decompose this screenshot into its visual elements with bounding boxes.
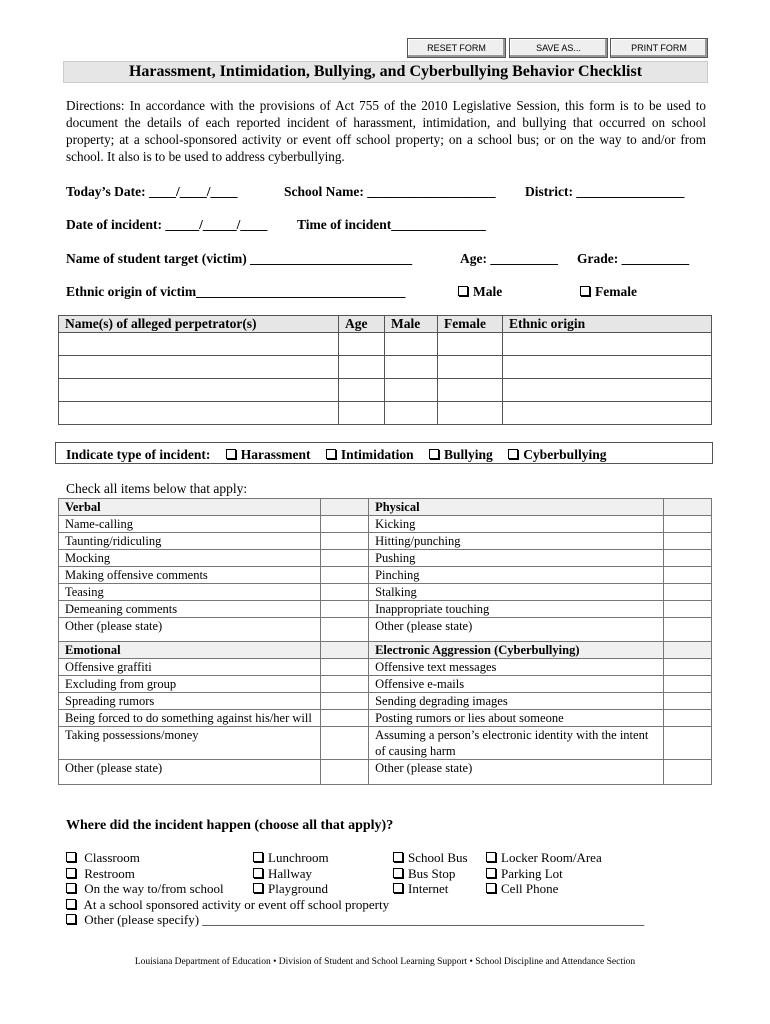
bullying-checkbox[interactable]: Bullying xyxy=(429,447,493,462)
time-of-incident-field[interactable]: Time of incident______________ xyxy=(297,217,486,232)
table-row[interactable] xyxy=(59,379,712,402)
table-row[interactable]: Offensive graffiti Offensive text messages xyxy=(59,659,712,676)
checkbox-icon xyxy=(66,852,76,862)
incident-type-label: Indicate type of incident: xyxy=(66,447,211,462)
col-header-name: Name(s) of alleged perpetrator(s) xyxy=(59,316,339,333)
checkbox-icon xyxy=(66,883,76,893)
table-row[interactable]: Teasing Stalking xyxy=(59,584,712,601)
where-question: Where did the incident happen (choose all that apply)? xyxy=(66,818,394,833)
checkbox-icon xyxy=(253,852,263,862)
location-restroom[interactable]: Restroom xyxy=(66,866,135,882)
checkbox-icon xyxy=(486,883,496,893)
table-row[interactable]: Other (please state) Other (please state) xyxy=(59,760,712,785)
female-label: Female xyxy=(595,284,637,299)
location-parking-lot[interactable]: Parking Lot xyxy=(486,866,563,882)
checkbox-icon xyxy=(66,899,76,909)
checkbox-icon xyxy=(253,868,263,878)
emotional-electronic-table xyxy=(58,641,712,785)
grade-field[interactable]: Grade: __________ xyxy=(577,251,690,266)
col-header-ethnic-origin: Ethnic origin xyxy=(503,316,712,333)
table-row[interactable]: Taunting/ridiculing Hitting/punching xyxy=(59,533,712,550)
ethnic-origin-field[interactable]: Ethnic origin of victim_______________________________ xyxy=(66,284,406,299)
checkbox-icon xyxy=(226,449,236,459)
location-playground[interactable]: Playground xyxy=(253,881,328,897)
checkbox-icon xyxy=(66,914,76,924)
location-lunchroom[interactable]: Lunchroom xyxy=(253,850,329,866)
location-locker-room[interactable]: Locker Room/Area xyxy=(486,850,602,866)
table-row[interactable]: Excluding from group Offensive e-mails xyxy=(59,676,712,693)
save-as-button[interactable]: SAVE AS... xyxy=(509,38,608,58)
checkbox-icon xyxy=(486,868,496,878)
location-school-bus[interactable]: School Bus xyxy=(393,850,468,866)
checkbox-icon xyxy=(326,449,336,459)
age-field[interactable]: Age: __________ xyxy=(460,251,558,266)
location-hallway[interactable]: Hallway xyxy=(253,866,312,882)
checkbox-icon xyxy=(458,286,468,296)
verbal-header: Verbal xyxy=(59,499,321,516)
location-internet[interactable]: Internet xyxy=(393,881,448,897)
footer: Louisiana Department of Education • Division of Student and School Learning Support • School Discipline and Attendance Section xyxy=(134,957,636,967)
table-row[interactable]: Taking possessions/money Assuming a person’s electronic identity with the intent of causing harm xyxy=(59,727,712,760)
table-row[interactable]: Spreading rumors Sending degrading images xyxy=(59,693,712,710)
table-row[interactable]: Demeaning comments Inappropriate touching xyxy=(59,601,712,618)
table-row[interactable] xyxy=(59,333,712,356)
checkbox-icon xyxy=(508,449,518,459)
table-row[interactable]: Mocking Pushing xyxy=(59,550,712,567)
table-row[interactable]: Being forced to do something against his/her will Posting rumors or lies about someone xyxy=(59,710,712,727)
table-row[interactable]: Making offensive comments Pinching xyxy=(59,567,712,584)
table-row[interactable] xyxy=(59,356,712,379)
physical-header: Physical xyxy=(369,499,664,516)
electronic-header: Electronic Aggression (Cyberbullying) xyxy=(369,642,664,659)
table-row[interactable] xyxy=(59,402,712,425)
school-name-field[interactable]: School Name: ___________________ xyxy=(284,184,496,199)
location-off-property-event[interactable]: At a school sponsored activity or event off school property xyxy=(66,897,389,913)
checkbox-icon xyxy=(393,883,403,893)
intimidation-checkbox[interactable]: Intimidation xyxy=(326,447,414,462)
reset-form-button[interactable]: RESET FORM xyxy=(407,38,506,58)
location-classroom[interactable]: Classroom xyxy=(66,850,140,866)
cyberbullying-checkbox[interactable]: Cyberbullying xyxy=(508,447,606,462)
checkbox-icon xyxy=(429,449,439,459)
student-target-field[interactable]: Name of student target (victim) ________________________ xyxy=(66,251,413,266)
male-label: Male xyxy=(473,284,503,299)
col-header-male: Male xyxy=(385,316,438,333)
col-header-age: Age xyxy=(339,316,385,333)
checkbox-icon xyxy=(486,852,496,862)
date-of-incident-field[interactable]: Date of incident: _____/_____/____ xyxy=(66,217,268,232)
page-title: Harassment, Intimidation, Bullying, and Cyberbullying Behavior Checklist xyxy=(63,61,708,83)
table-row[interactable]: Name-calling Kicking xyxy=(59,516,712,533)
todays-date-field[interactable]: Today’s Date: ____/____/____ xyxy=(66,184,238,199)
check-all-instruction: Check all items below that apply: xyxy=(66,481,248,496)
location-other[interactable]: Other (please specify) ____________________________________________________________________ xyxy=(66,912,644,928)
directions-text: Directions: In accordance with the provisions of Act 755 of the 2010 Legislative Session, this form is to be used to document the details of each reported incident of harassment, intimidation, and bullying that occurred on school property; at a school-sponsored activity or event off school property; on a school bus; or on the way to and/or from school. It also is to be used to address cyberbullying. xyxy=(66,98,706,164)
location-way-to-from-school[interactable]: On the way to/from school xyxy=(66,881,224,897)
male-checkbox[interactable] xyxy=(458,284,502,300)
emotional-header: Emotional xyxy=(59,642,321,659)
incident-type-box xyxy=(55,442,713,464)
checkbox-icon xyxy=(253,883,263,893)
checkbox-icon xyxy=(393,868,403,878)
district-field[interactable]: District: ________________ xyxy=(525,184,685,199)
checkbox-icon xyxy=(393,852,403,862)
checkbox-icon xyxy=(66,868,76,878)
print-form-button[interactable]: PRINT FORM xyxy=(610,38,708,58)
location-cell-phone[interactable]: Cell Phone xyxy=(486,881,558,897)
location-bus-stop[interactable]: Bus Stop xyxy=(393,866,455,882)
female-checkbox[interactable] xyxy=(580,284,637,300)
verbal-physical-table xyxy=(58,498,712,645)
checkbox-icon xyxy=(580,286,590,296)
harassment-checkbox[interactable]: Harassment xyxy=(226,447,311,462)
table-row[interactable]: Other (please state) Other (please state) xyxy=(59,618,712,645)
perpetrator-table xyxy=(58,315,712,425)
col-header-female: Female xyxy=(438,316,503,333)
